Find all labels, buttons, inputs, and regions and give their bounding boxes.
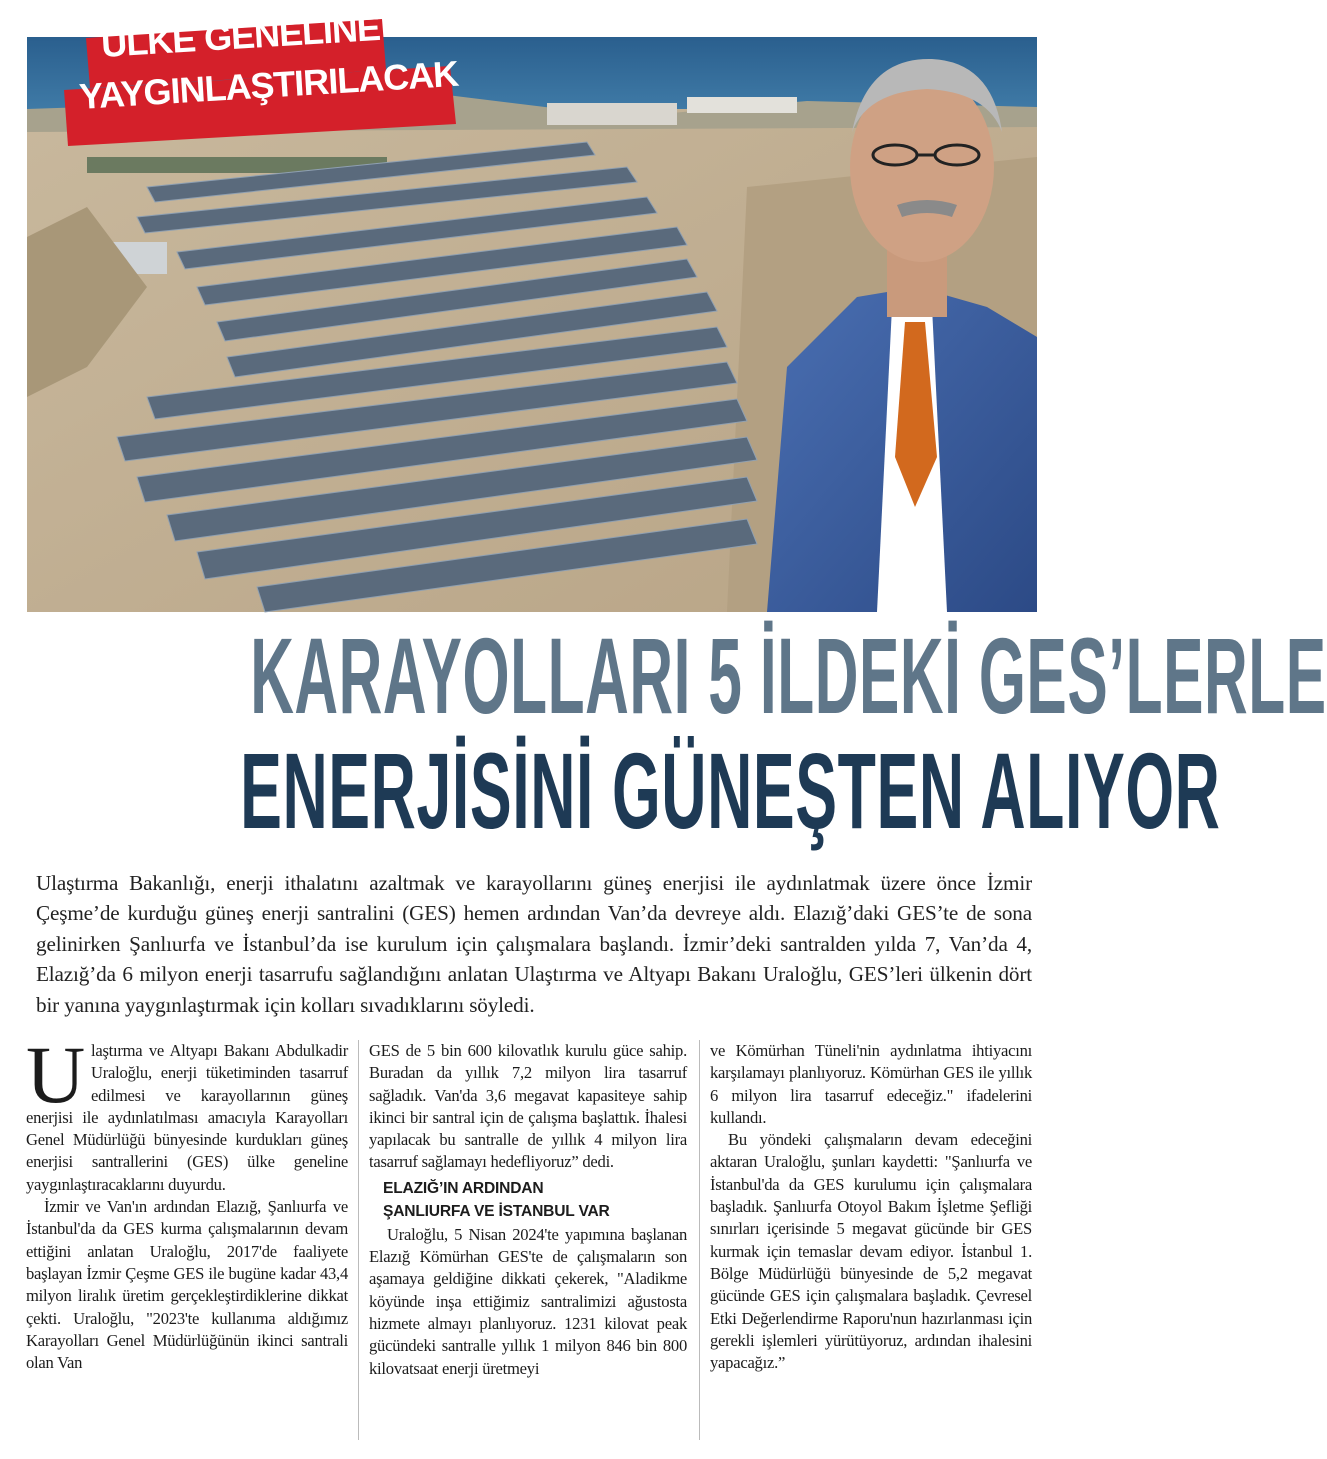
body-column-1 [26,1029,348,1374]
body-column-2 [369,1040,687,1380]
column-divider [358,1040,359,1440]
headline-line-2: ENERJİSİNİ GÜNEŞTEN ALIYOR [240,730,1221,851]
dropcap: U [26,1029,85,1120]
banner-line-1: ÜLKE GENELİNE [100,6,382,65]
lead-paragraph: Ulaştırma Bakanlığı, enerji ithalatını azaltmak ve karayollarını güneş enerjisi ile aydınlatmak üzere önce İzmir Çeşme’de kurduğu güneş enerji santralini (GES) hemen ardından Van’da devreye aldı. Elazığ’daki GES’te de sona gelinirken Şanlıurfa ve İstanbul’da ise kurulum için çalışmalara başlandı. İzmir’deki santralden yılda 7, Van’da 4, Elazığ’da 6 milyon enerji tasarrufu sağlandığını anlatan Ulaştırma ve Altyapı Bakanı Uraloğlu, GES’leri ülkenin dört bir yanına yaygınlaştırmak için kolları sıvadıklarını söyledi. [36,871,1032,1017]
subheading-line-2: ŞANLIURFA VE İSTANBUL VAR [383,1202,610,1220]
body-paragraph: GES de 5 bin 600 kilovatlık kurulu güce sahip. Buradan da yıllık 7,2 milyon lira tasarruf sağladık. Van'da 3,6 megavat kapasiteye sahip ikinci bir santral için de çalışma başlattık. İhalesi yapılacak bu santralle de yıllık 4 milyon lira tasarruf sağlamayı hedefliyoruz” dedi. [369,1041,687,1172]
body-paragraph: Bu yöndeki çalışmaların devam edeceğini aktaran Uraloğlu, şunları kaydetti: "Şanlıurfa ve İstanbul'da da GES kurulumu için çalışmalara başladık. Şanlıurfa Otoyol Bakım İşletme Şefliği sınırları içerisinde 5 megavat gücünde bir GES kurmak için temaslar devam ediyor. İstanbul 1. Bölge Müdürlüğü bünyesinde de 5,2 megavat gücünde GES için çalışmalara başladık. Çevresel Etki Değerlendirme Raporu'nun hazırlanması için gerekli işlemleri yürütüyoruz, ardından ihalesini yapacağız.” [710,1130,1032,1373]
banner-line-2: YAYGINLAŞTIRILACAK [78,52,460,117]
body-column-3 [710,1040,1032,1374]
headline-line-1: KARAYOLLARI 5 İLDEKİ GES’LERLE [250,615,1327,736]
column-divider [699,1040,700,1440]
body-paragraph: Uraloğlu, 5 Nisan 2024'te yapımına başlanan Elazığ Kömürhan GES'te de çalışmaların son aşamaya geldiğine dikkati çekerek, "Aladikme köyünde inşa ettiğimiz santralimizi ağustosta hizmete almayı planlıyoruz. 1231 kilovat peak gücündeki santralle yıllık 1 milyon 846 bin 800 kilovatsaat enerji üretmeyi [369,1224,687,1378]
paragraph-text: laştırma ve Altyapı Bakanı Abdulkadir Uraloğlu, enerji tüketiminden tasarruf edilmesi ve karayollarının güneş enerjisi ile aydınlatılması amacıyla Karayolları Genel Müdürlüğü bünyesinde kurdukları güneş enerjisi santrallerini (GES) ülke geneline yaygınlaştıracaklarını duyurdu. [26,1041,348,1194]
body-paragraph: ve Kömürhan Tüneli'nin aydınlatma ihtiyacını karşılamayı planlıyoruz. Kömürhan GES ile yıllık 6 milyon lira tasarruf edeceğiz." ifadelerini kullandı. [710,1041,1032,1127]
headline-banner [64,6,460,146]
body-paragraph [26,1029,348,1196]
body-paragraph: İzmir ve Van'ın ardından Elazığ, Şanlıurfa ve İstanbul'da da GES kurma çalışmalarının devam ettiğini anlatan Uraloğlu, 2017'de faaliyete başlayan İzmir Çeşme GES ile bugüne kadar 43,4 milyon liralık üretim gerçekleştirdiklerine dikkat çekti. Uraloğlu, "2023'te kullanıma aldığımız Karayolları Genel Müdürlüğünün ikinci santrali olan Van [26,1197,348,1373]
subheading-line-1: ELAZIĞ’IN ARDINDAN [383,1179,544,1197]
